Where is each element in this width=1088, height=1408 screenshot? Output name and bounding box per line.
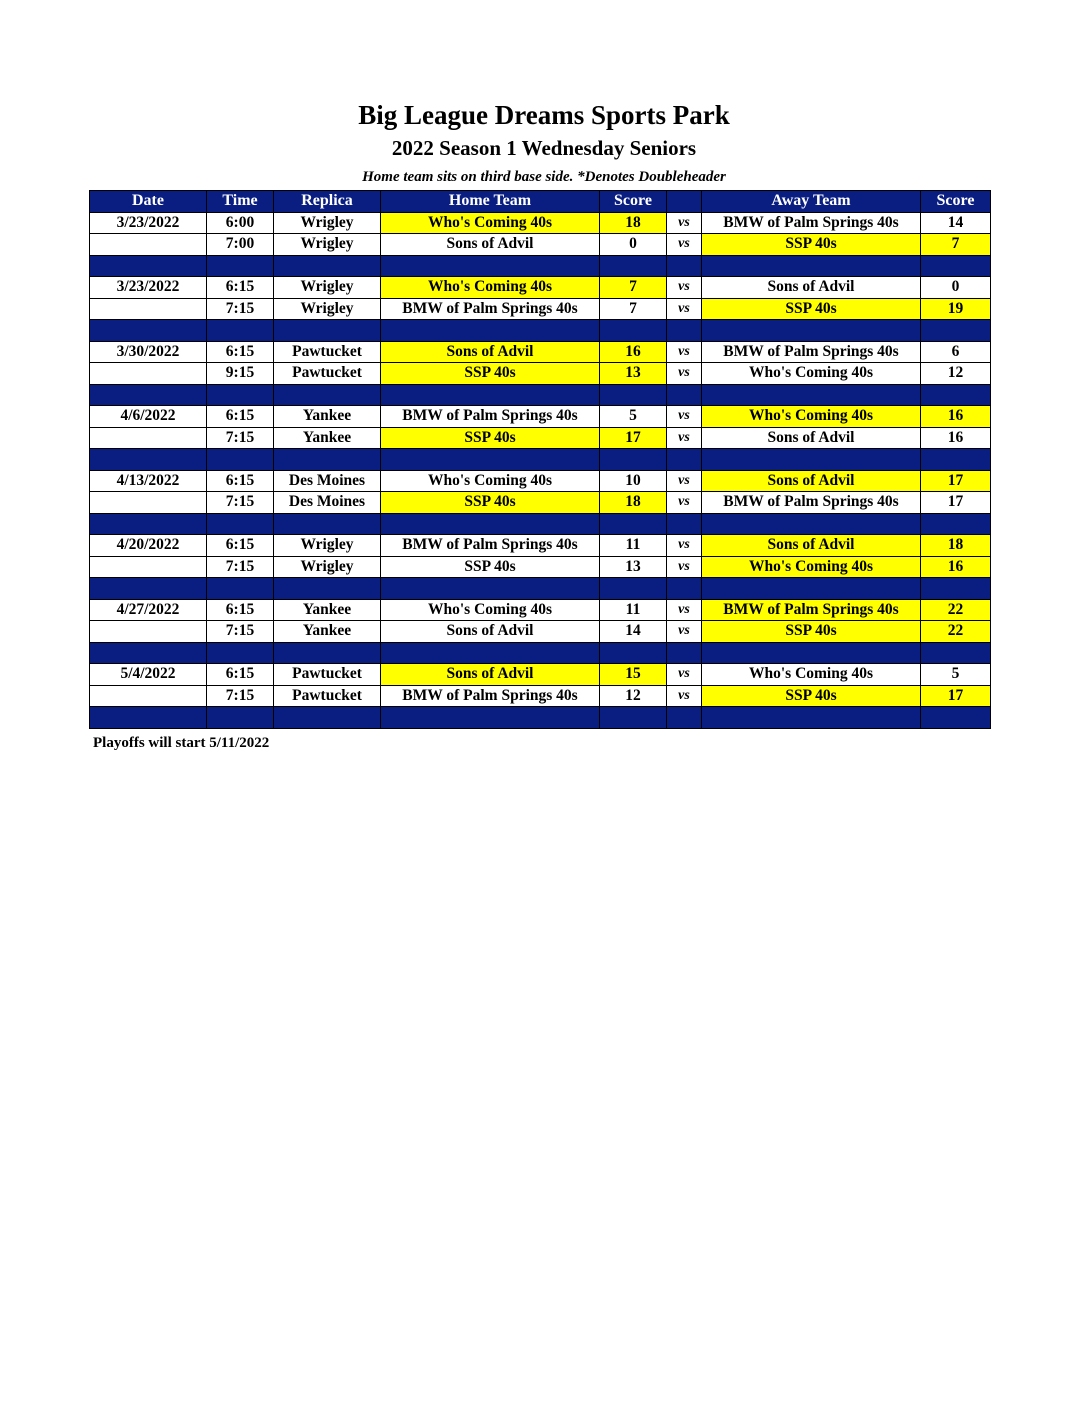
separator-cell bbox=[381, 642, 600, 664]
game-time: 7:15 bbox=[207, 685, 274, 707]
game-row bbox=[90, 341, 991, 363]
separator-cell bbox=[600, 255, 667, 277]
game-date: 5/4/2022 bbox=[90, 664, 207, 686]
home-score: 15 bbox=[600, 664, 667, 686]
vs-label: vs bbox=[667, 599, 702, 621]
separator-row bbox=[90, 513, 991, 535]
separator-cell bbox=[274, 642, 381, 664]
game-row bbox=[90, 406, 991, 428]
away-score: 16 bbox=[921, 556, 991, 578]
separator-cell bbox=[600, 578, 667, 600]
game-replica: Wrigley bbox=[274, 298, 381, 320]
game-replica: Yankee bbox=[274, 406, 381, 428]
game-time: 7:00 bbox=[207, 234, 274, 256]
game-time: 6:15 bbox=[207, 535, 274, 557]
separator-cell bbox=[381, 449, 600, 471]
game-replica: Yankee bbox=[274, 599, 381, 621]
home-team: Who's Coming 40s bbox=[381, 277, 600, 299]
separator-cell bbox=[921, 320, 991, 342]
separator-cell bbox=[667, 255, 702, 277]
col-header-home-score: Score bbox=[600, 191, 667, 213]
game-row bbox=[90, 298, 991, 320]
schedule-body bbox=[90, 212, 991, 728]
separator-cell bbox=[667, 707, 702, 729]
away-score: 6 bbox=[921, 341, 991, 363]
away-team: BMW of Palm Springs 40s bbox=[702, 599, 921, 621]
home-score: 16 bbox=[600, 341, 667, 363]
separator-cell bbox=[274, 384, 381, 406]
separator-row bbox=[90, 642, 991, 664]
home-score: 17 bbox=[600, 427, 667, 449]
game-replica: Wrigley bbox=[274, 535, 381, 557]
col-header-away-score: Score bbox=[921, 191, 991, 213]
away-score: 16 bbox=[921, 406, 991, 428]
game-date bbox=[90, 685, 207, 707]
home-score: 13 bbox=[600, 556, 667, 578]
col-header-away-team: Away Team bbox=[702, 191, 921, 213]
game-row bbox=[90, 685, 991, 707]
home-score: 18 bbox=[600, 492, 667, 514]
game-replica: Pawtucket bbox=[274, 363, 381, 385]
separator-row bbox=[90, 384, 991, 406]
separator-cell bbox=[90, 513, 207, 535]
game-row bbox=[90, 427, 991, 449]
separator-cell bbox=[600, 513, 667, 535]
separator-cell bbox=[381, 513, 600, 535]
home-score: 5 bbox=[600, 406, 667, 428]
separator-cell bbox=[207, 578, 274, 600]
separator-cell bbox=[921, 642, 991, 664]
home-team: Sons of Advil bbox=[381, 621, 600, 643]
game-replica: Des Moines bbox=[274, 492, 381, 514]
game-time: 7:15 bbox=[207, 298, 274, 320]
game-replica: Wrigley bbox=[274, 277, 381, 299]
separator-cell bbox=[667, 513, 702, 535]
game-replica: Yankee bbox=[274, 621, 381, 643]
separator-cell bbox=[921, 384, 991, 406]
game-replica: Wrigley bbox=[274, 556, 381, 578]
separator-cell bbox=[667, 642, 702, 664]
home-score: 7 bbox=[600, 298, 667, 320]
separator-cell bbox=[702, 642, 921, 664]
playoffs-note: Playoffs will start 5/11/2022 bbox=[93, 735, 270, 751]
away-score: 22 bbox=[921, 621, 991, 643]
separator-cell bbox=[274, 255, 381, 277]
game-time: 7:15 bbox=[207, 621, 274, 643]
home-team: SSP 40s bbox=[381, 427, 600, 449]
game-replica: Pawtucket bbox=[274, 685, 381, 707]
game-date: 4/20/2022 bbox=[90, 535, 207, 557]
home-score: 18 bbox=[600, 212, 667, 234]
home-team: SSP 40s bbox=[381, 492, 600, 514]
schedule-note: Home team sits on third base side. *Denotes Doubleheader bbox=[362, 169, 726, 185]
separator-cell bbox=[381, 320, 600, 342]
separator-cell bbox=[207, 513, 274, 535]
separator-cell bbox=[600, 449, 667, 471]
col-header-date: Date bbox=[90, 191, 207, 213]
vs-label: vs bbox=[667, 685, 702, 707]
away-team: Who's Coming 40s bbox=[702, 363, 921, 385]
separator-cell bbox=[207, 707, 274, 729]
separator-cell bbox=[921, 707, 991, 729]
home-score: 11 bbox=[600, 535, 667, 557]
separator-cell bbox=[381, 384, 600, 406]
home-team: BMW of Palm Springs 40s bbox=[381, 298, 600, 320]
game-row bbox=[90, 599, 991, 621]
separator-row bbox=[90, 320, 991, 342]
game-date: 3/30/2022 bbox=[90, 341, 207, 363]
separator-cell bbox=[667, 320, 702, 342]
vs-label: vs bbox=[667, 621, 702, 643]
away-team: Who's Coming 40s bbox=[702, 406, 921, 428]
home-team: Sons of Advil bbox=[381, 234, 600, 256]
separator-cell bbox=[207, 320, 274, 342]
game-time: 6:15 bbox=[207, 277, 274, 299]
away-score: 7 bbox=[921, 234, 991, 256]
home-team: Who's Coming 40s bbox=[381, 212, 600, 234]
separator-cell bbox=[274, 320, 381, 342]
home-score: 10 bbox=[600, 470, 667, 492]
home-team: SSP 40s bbox=[381, 556, 600, 578]
game-date bbox=[90, 363, 207, 385]
away-score: 17 bbox=[921, 470, 991, 492]
separator-cell bbox=[274, 707, 381, 729]
schedule-table bbox=[89, 190, 991, 729]
game-row bbox=[90, 664, 991, 686]
home-score: 12 bbox=[600, 685, 667, 707]
vs-label: vs bbox=[667, 664, 702, 686]
separator-cell bbox=[667, 578, 702, 600]
col-header-vs bbox=[667, 191, 702, 213]
game-time: 6:15 bbox=[207, 599, 274, 621]
game-row bbox=[90, 363, 991, 385]
separator-cell bbox=[207, 384, 274, 406]
game-replica: Yankee bbox=[274, 427, 381, 449]
home-score: 11 bbox=[600, 599, 667, 621]
vs-label: vs bbox=[667, 556, 702, 578]
game-replica: Pawtucket bbox=[274, 341, 381, 363]
separator-row bbox=[90, 707, 991, 729]
separator-cell bbox=[600, 642, 667, 664]
vs-label: vs bbox=[667, 492, 702, 514]
separator-cell bbox=[207, 255, 274, 277]
separator-cell bbox=[702, 578, 921, 600]
game-replica: Wrigley bbox=[274, 234, 381, 256]
home-score: 0 bbox=[600, 234, 667, 256]
game-date bbox=[90, 556, 207, 578]
away-team: SSP 40s bbox=[702, 621, 921, 643]
game-date: 3/23/2022 bbox=[90, 212, 207, 234]
game-row bbox=[90, 535, 991, 557]
home-team: BMW of Palm Springs 40s bbox=[381, 685, 600, 707]
separator-cell bbox=[702, 320, 921, 342]
separator-cell bbox=[90, 320, 207, 342]
home-score: 13 bbox=[600, 363, 667, 385]
away-score: 18 bbox=[921, 535, 991, 557]
away-score: 0 bbox=[921, 277, 991, 299]
vs-label: vs bbox=[667, 535, 702, 557]
separator-cell bbox=[90, 255, 207, 277]
separator-cell bbox=[921, 513, 991, 535]
separator-row bbox=[90, 578, 991, 600]
home-team: Who's Coming 40s bbox=[381, 599, 600, 621]
separator-cell bbox=[90, 707, 207, 729]
game-time: 6:15 bbox=[207, 470, 274, 492]
away-team: BMW of Palm Springs 40s bbox=[702, 492, 921, 514]
game-time: 7:15 bbox=[207, 556, 274, 578]
game-time: 6:15 bbox=[207, 664, 274, 686]
game-row bbox=[90, 621, 991, 643]
away-team: Sons of Advil bbox=[702, 427, 921, 449]
game-time: 6:15 bbox=[207, 406, 274, 428]
separator-cell bbox=[90, 449, 207, 471]
game-date: 3/23/2022 bbox=[90, 277, 207, 299]
separator-cell bbox=[274, 513, 381, 535]
separator-cell bbox=[274, 449, 381, 471]
separator-cell bbox=[90, 384, 207, 406]
home-team: BMW of Palm Springs 40s bbox=[381, 406, 600, 428]
game-date: 4/27/2022 bbox=[90, 599, 207, 621]
away-team: Sons of Advil bbox=[702, 277, 921, 299]
game-date bbox=[90, 621, 207, 643]
home-team: SSP 40s bbox=[381, 363, 600, 385]
away-score: 17 bbox=[921, 492, 991, 514]
game-time: 6:15 bbox=[207, 341, 274, 363]
away-score: 14 bbox=[921, 212, 991, 234]
separator-cell bbox=[702, 707, 921, 729]
away-team: Who's Coming 40s bbox=[702, 556, 921, 578]
away-team: SSP 40s bbox=[702, 234, 921, 256]
vs-label: vs bbox=[667, 277, 702, 299]
separator-cell bbox=[702, 255, 921, 277]
game-date: 4/13/2022 bbox=[90, 470, 207, 492]
game-replica: Wrigley bbox=[274, 212, 381, 234]
game-row bbox=[90, 492, 991, 514]
away-score: 12 bbox=[921, 363, 991, 385]
separator-cell bbox=[381, 707, 600, 729]
home-team: Sons of Advil bbox=[381, 341, 600, 363]
separator-cell bbox=[921, 449, 991, 471]
separator-row bbox=[90, 255, 991, 277]
separator-cell bbox=[207, 449, 274, 471]
game-date bbox=[90, 234, 207, 256]
vs-label: vs bbox=[667, 406, 702, 428]
game-date bbox=[90, 427, 207, 449]
game-date bbox=[90, 298, 207, 320]
game-time: 7:15 bbox=[207, 492, 274, 514]
game-row bbox=[90, 470, 991, 492]
game-time: 7:15 bbox=[207, 427, 274, 449]
separator-cell bbox=[600, 320, 667, 342]
col-header-replica: Replica bbox=[274, 191, 381, 213]
vs-label: vs bbox=[667, 212, 702, 234]
header-row bbox=[90, 191, 991, 213]
game-replica: Pawtucket bbox=[274, 664, 381, 686]
game-replica: Des Moines bbox=[274, 470, 381, 492]
page-title: Big League Dreams Sports Park bbox=[358, 100, 730, 130]
separator-cell bbox=[381, 255, 600, 277]
home-score: 14 bbox=[600, 621, 667, 643]
vs-label: vs bbox=[667, 427, 702, 449]
separator-cell bbox=[207, 642, 274, 664]
page-subtitle: 2022 Season 1 Wednesday Seniors bbox=[391, 136, 697, 160]
home-team: Sons of Advil bbox=[381, 664, 600, 686]
away-team: SSP 40s bbox=[702, 685, 921, 707]
separator-cell bbox=[667, 449, 702, 471]
away-team: SSP 40s bbox=[702, 298, 921, 320]
col-header-home-team: Home Team bbox=[381, 191, 600, 213]
col-header-time: Time bbox=[207, 191, 274, 213]
separator-cell bbox=[702, 449, 921, 471]
away-score: 22 bbox=[921, 599, 991, 621]
vs-label: vs bbox=[667, 341, 702, 363]
separator-cell bbox=[667, 384, 702, 406]
separator-row bbox=[90, 449, 991, 471]
home-team: BMW of Palm Springs 40s bbox=[381, 535, 600, 557]
game-row bbox=[90, 212, 991, 234]
separator-cell bbox=[600, 384, 667, 406]
game-row bbox=[90, 556, 991, 578]
game-time: 9:15 bbox=[207, 363, 274, 385]
separator-cell bbox=[90, 578, 207, 600]
away-score: 5 bbox=[921, 664, 991, 686]
separator-cell bbox=[381, 578, 600, 600]
separator-cell bbox=[921, 255, 991, 277]
separator-cell bbox=[702, 384, 921, 406]
separator-cell bbox=[274, 578, 381, 600]
vs-label: vs bbox=[667, 470, 702, 492]
away-score: 19 bbox=[921, 298, 991, 320]
separator-cell bbox=[921, 578, 991, 600]
home-team: Who's Coming 40s bbox=[381, 470, 600, 492]
away-team: Sons of Advil bbox=[702, 470, 921, 492]
game-row bbox=[90, 277, 991, 299]
game-time: 6:00 bbox=[207, 212, 274, 234]
separator-cell bbox=[90, 642, 207, 664]
away-team: Sons of Advil bbox=[702, 535, 921, 557]
separator-cell bbox=[600, 707, 667, 729]
game-date: 4/6/2022 bbox=[90, 406, 207, 428]
vs-label: vs bbox=[667, 298, 702, 320]
away-score: 17 bbox=[921, 685, 991, 707]
separator-cell bbox=[702, 513, 921, 535]
away-score: 16 bbox=[921, 427, 991, 449]
vs-label: vs bbox=[667, 363, 702, 385]
game-row bbox=[90, 234, 991, 256]
away-team: Who's Coming 40s bbox=[702, 664, 921, 686]
game-date bbox=[90, 492, 207, 514]
home-score: 7 bbox=[600, 277, 667, 299]
away-team: BMW of Palm Springs 40s bbox=[702, 341, 921, 363]
vs-label: vs bbox=[667, 234, 702, 256]
away-team: BMW of Palm Springs 40s bbox=[702, 212, 921, 234]
